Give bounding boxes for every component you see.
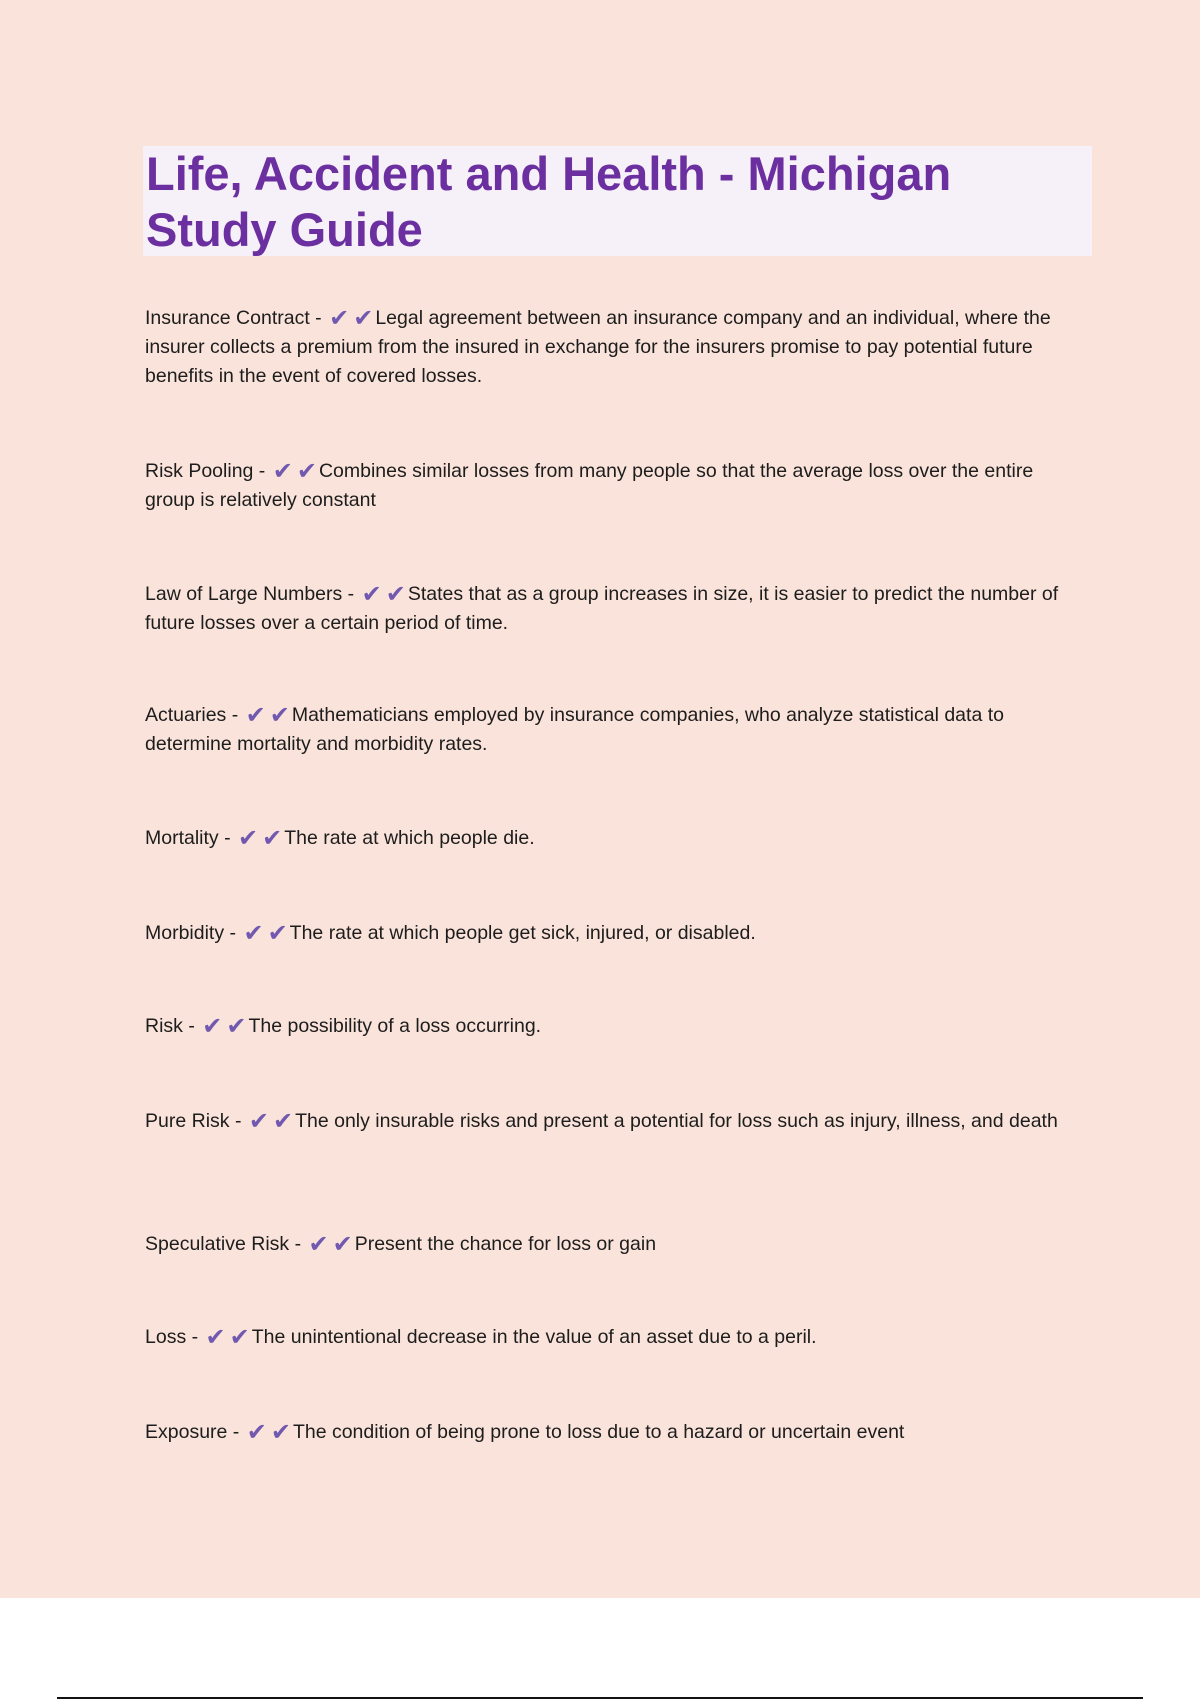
checkmark-icon: ✔ [385, 581, 406, 608]
checkmark-icon: ✔ [308, 1231, 329, 1258]
definition-entry [145, 457, 1075, 515]
term: Law of Large Numbers - [145, 583, 355, 605]
checkmark-icon: ✔ [272, 458, 293, 485]
checkmark-icon: ✔ [205, 1324, 226, 1351]
definition: The condition of being prone to loss due to a hazard or uncertain event [292, 1421, 905, 1443]
definition: The unintentional decrease in the value of an asset due to a peril. [251, 1326, 817, 1348]
definition: Legal agreement between an insurance company and an individual, where the insurer collects a premium from the insured in exchange for the insurers promise to pay potential future benefits in the event of covered losses. [145, 307, 1051, 387]
definition-entry [145, 824, 1075, 853]
definition-entry [145, 580, 1075, 638]
footer-divider [57, 1697, 1143, 1699]
term: Mortality - [145, 827, 231, 849]
term: Actuaries - [145, 704, 239, 726]
checkmark-icon: ✔ [353, 305, 374, 332]
checkmark-icon: ✔ [267, 920, 288, 947]
definition: Combines similar losses from many people so that the average loss over the entire group is relatively constant [145, 460, 1034, 511]
checkmark-icon: ✔ [246, 1419, 267, 1446]
definition-entry [145, 1418, 1075, 1447]
term: Morbidity - [145, 922, 237, 944]
checkmark-icon: ✔ [296, 458, 317, 485]
definition-entry [145, 701, 1075, 759]
term: Speculative Risk - [145, 1233, 302, 1255]
checkmark-icon: ✔ [361, 581, 382, 608]
definition: The possibility of a loss occurring. [248, 1015, 542, 1037]
checkmark-icon: ✔ [243, 920, 264, 947]
checkmark-icon: ✔ [245, 702, 266, 729]
checkmark-icon: ✔ [226, 1013, 247, 1040]
page-title: Life, Accident and Health - Michigan Study Guide [146, 147, 952, 256]
definition-entry [145, 1230, 1075, 1259]
checkmark-icon: ✔ [248, 1108, 269, 1135]
title-banner [143, 146, 1092, 256]
checkmark-icon: ✔ [269, 702, 290, 729]
definition: The only insurable risks and present a potential for loss such as injury, illness, and death [295, 1110, 1058, 1132]
checkmark-icon: ✔ [329, 305, 350, 332]
term: Insurance Contract - [145, 307, 322, 329]
definition: The rate at which people get sick, injured, or disabled. [289, 922, 756, 944]
definition-entry [145, 1012, 1075, 1041]
term: Risk - [145, 1015, 195, 1037]
term: Pure Risk - [145, 1110, 242, 1132]
term: Exposure - [145, 1421, 240, 1443]
definition: The rate at which people die. [284, 827, 535, 849]
checkmark-icon: ✔ [238, 825, 259, 852]
checkmark-icon: ✔ [272, 1108, 294, 1135]
checkmark-icon: ✔ [270, 1419, 291, 1446]
checkmark-icon: ✔ [262, 825, 283, 852]
term: Loss - [145, 1326, 199, 1348]
term: Risk Pooling - [145, 460, 266, 482]
checkmark-icon: ✔ [332, 1231, 353, 1258]
definition-entry [145, 1323, 1075, 1352]
definition-entry [145, 304, 1075, 391]
definition: Mathematicians employed by insurance companies, who analyze statistical data to determine mortality and morbidity rates. [145, 704, 1004, 755]
definition-entry [145, 1107, 1075, 1136]
definition: Present the chance for loss or gain [354, 1233, 657, 1255]
definition-entry [145, 919, 1075, 948]
definition: States that as a group increases in size, it is easier to predict the number of future losses over a certain period of time. [145, 583, 1059, 634]
checkmark-icon: ✔ [229, 1324, 250, 1351]
checkmark-icon: ✔ [202, 1013, 223, 1040]
